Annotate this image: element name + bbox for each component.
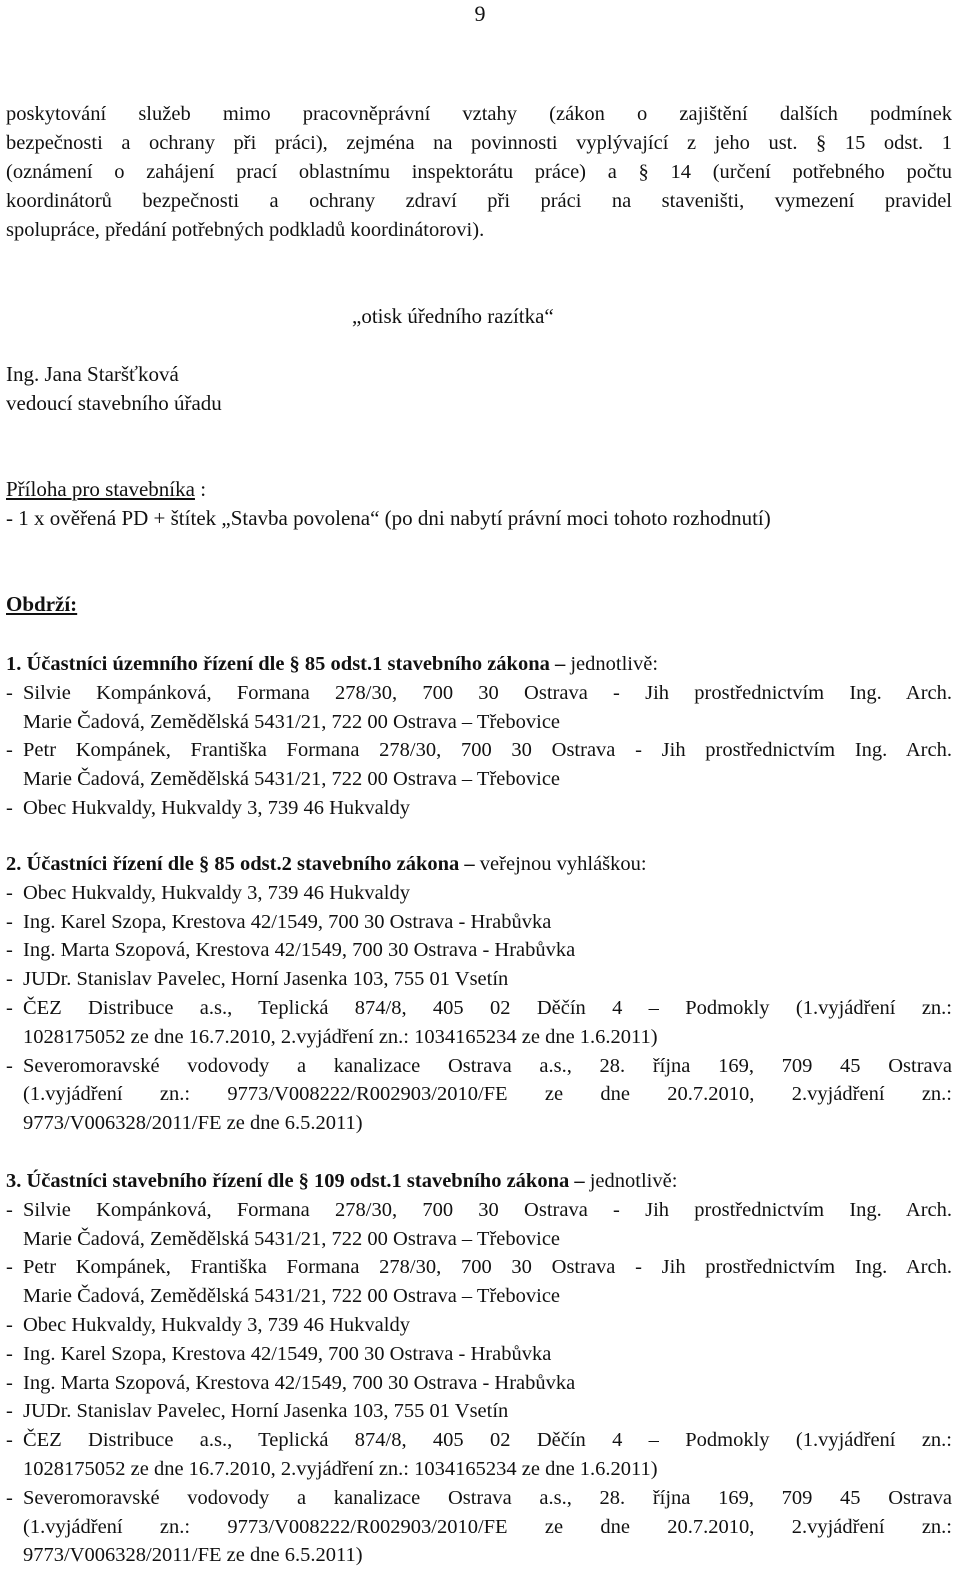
recipient-item	[6, 1426, 952, 1455]
recipient-text: ČEZ Distribuce a.s., Teplická 874/8, 405 02 Děčín 4 – Podmokly (1.vyjádření zn.:	[23, 996, 952, 1019]
recipient-text: Ing. Marta Szopová, Krestova 42/1549, 700 30 Ostrava - Hrabůvka	[23, 1371, 576, 1394]
recipient-text: JUDr. Stanislav Pavelec, Horní Jasenka 103, 755 01 Vsetín	[23, 968, 509, 991]
section-dash: –	[569, 1170, 590, 1192]
list-dash: -	[6, 1371, 13, 1394]
intro-line: bezpečnosti a ochrany při práci), zejména na povinnosti vyplývající z jeho ust. § 15 odst. 1	[6, 132, 952, 154]
recipient-item	[6, 1397, 952, 1426]
recipient-text: Petr Kompánek, Františka Formana 278/30, 700 30 Ostrava - Jih prostřednictvím Ing. Arch.	[23, 1256, 952, 1279]
intro-paragraph	[6, 100, 952, 245]
recipient-text: 9773/V006328/2011/FE ze dne 6.5.2011)	[23, 1544, 363, 1567]
recipient-item	[6, 1369, 952, 1398]
recipient-item	[6, 1052, 952, 1081]
recipient-item	[6, 1196, 952, 1225]
recipient-item	[6, 794, 952, 823]
recipient-text: Obec Hukvaldy, Hukvaldy 3, 739 46 Hukvaldy	[23, 1313, 410, 1336]
recipient-text: Severomoravské vodovody a kanalizace Ostrava a.s., 28. října 169, 709 45 Ostrava	[23, 1486, 952, 1509]
list-dash: -	[6, 796, 13, 819]
attachment-colon: :	[194, 477, 207, 501]
recipient-item	[6, 1311, 952, 1340]
attachment-item: - 1 x ověřená PD + štítek „Stavba povolena“ (po dni nabytí právní moci tohoto rozhodnutí)	[6, 506, 771, 530]
stamp-placeholder: „otisk úředního razítka“	[352, 304, 554, 328]
recipients-heading: Obdrží:	[6, 592, 78, 616]
recipient-item-continuation	[6, 1080, 952, 1109]
list-dash	[6, 1023, 23, 1052]
list-dash: -	[6, 1486, 13, 1509]
recipient-text: Obec Hukvaldy, Hukvaldy 3, 739 46 Hukvaldy	[23, 796, 410, 819]
recipient-item	[6, 936, 952, 965]
list-dash	[6, 1225, 23, 1254]
list-dash	[6, 1109, 23, 1138]
section-title: 1. Účastníci územního řízení dle § 85 odst.1 stavebního zákona	[6, 653, 550, 675]
signature-name: Ing. Jana Staršťková	[6, 362, 179, 386]
recipient-item	[6, 1340, 952, 1369]
intro-line: poskytování služeb mimo pracovněprávní vztahy (zákon o zajištění dalších podmínek	[6, 103, 952, 125]
list-dash: -	[6, 968, 13, 991]
list-dash	[6, 1282, 23, 1311]
list-dash: -	[6, 1256, 13, 1279]
recipient-item	[6, 1253, 952, 1282]
recipient-text: Obec Hukvaldy, Hukvaldy 3, 739 46 Hukvaldy	[23, 881, 410, 904]
section-suffix: jednotlivě:	[589, 1170, 678, 1192]
recipient-section	[6, 650, 952, 823]
recipient-item	[6, 908, 952, 937]
attachment-label: Příloha pro stavebníka	[6, 477, 195, 501]
list-dash: -	[6, 1429, 13, 1452]
list-dash	[6, 1455, 23, 1484]
recipient-text: Marie Čadová, Zemědělská 5431/21, 722 00 Ostrava – Třebovice	[23, 1285, 561, 1308]
recipient-item	[6, 736, 952, 765]
attachment-block	[6, 475, 771, 533]
section-dash: –	[459, 853, 480, 875]
recipient-text: Ing. Karel Szopa, Krestova 42/1549, 700 30 Ostrava - Hrabůvka	[23, 1342, 552, 1365]
section-dash: –	[549, 653, 571, 675]
intro-line: koordinátorů bezpečnosti a ochrany zdraví při práci na staveništi, vymezení pravidel	[6, 190, 952, 212]
list-dash: -	[6, 1054, 13, 1077]
recipient-text: Marie Čadová, Zemědělská 5431/21, 722 00 Ostrava – Třebovice	[23, 768, 561, 791]
recipient-item	[6, 965, 952, 994]
recipient-text: Silvie Kompánková, Formana 278/30, 700 30 Ostrava - Jih prostřednictvím Ing. Arch.	[23, 1198, 952, 1221]
recipient-text: Ing. Karel Szopa, Krestova 42/1549, 700 30 Ostrava - Hrabůvka	[23, 910, 552, 933]
recipient-text: Marie Čadová, Zemědělská 5431/21, 722 00 Ostrava – Třebovice	[23, 1227, 561, 1250]
recipient-text: Marie Čadová, Zemědělská 5431/21, 722 00 Ostrava – Třebovice	[23, 710, 561, 733]
signature-block	[6, 360, 222, 418]
recipient-item-continuation	[6, 1282, 952, 1311]
recipient-item-continuation	[6, 1225, 952, 1254]
recipient-text: Ing. Marta Szopová, Krestova 42/1549, 700 30 Ostrava - Hrabůvka	[23, 939, 576, 962]
recipient-text: JUDr. Stanislav Pavelec, Horní Jasenka 103, 755 01 Vsetín	[23, 1400, 509, 1423]
recipient-text: (1.vyjádření zn.: 9773/V008222/R002903/2010/FE ze dne 20.7.2010, 2.vyjádření zn.:	[23, 1083, 952, 1106]
list-dash	[6, 1513, 23, 1542]
recipient-item-continuation	[6, 1541, 952, 1570]
recipient-item-continuation	[6, 1455, 952, 1484]
recipient-item-continuation	[6, 765, 952, 794]
section-heading	[6, 1167, 952, 1196]
list-dash: -	[6, 1198, 13, 1221]
intro-line: spolupráce, předání potřebných podkladů koordinátorovi).	[6, 219, 485, 241]
section-suffix: veřejnou vyhláškou:	[479, 853, 647, 875]
list-dash	[6, 765, 23, 794]
list-dash: -	[6, 739, 13, 762]
list-dash: -	[6, 910, 13, 933]
list-dash: -	[6, 1313, 13, 1336]
recipient-item	[6, 994, 952, 1023]
recipient-item-continuation	[6, 708, 952, 737]
section-heading	[6, 850, 952, 879]
recipient-text: 9773/V006328/2011/FE ze dne 6.5.2011)	[23, 1112, 363, 1135]
list-dash	[6, 1080, 23, 1109]
intro-line: (oznámení o zahájení prací oblastnímu inspektorátu práce) a § 14 (určení potřebného počtu	[6, 161, 952, 183]
recipient-text: Petr Kompánek, Františka Formana 278/30, 700 30 Ostrava - Jih prostřednictvím Ing. Arch.	[23, 739, 952, 762]
recipient-text: (1.vyjádření zn.: 9773/V008222/R002903/2010/FE ze dne 20.7.2010, 2.vyjádření zn.:	[23, 1515, 952, 1538]
recipient-section	[6, 850, 952, 1138]
list-dash: -	[6, 1400, 13, 1423]
list-dash: -	[6, 881, 13, 904]
recipient-text: 1028175052 ze dne 16.7.2010, 2.vyjádření zn.: 1034165234 ze dne 1.6.2011)	[23, 1025, 658, 1048]
recipient-section	[6, 1167, 952, 1570]
recipient-text: 1028175052 ze dne 16.7.2010, 2.vyjádření zn.: 1034165234 ze dne 1.6.2011)	[23, 1457, 658, 1480]
signature-role: vedoucí stavebního úřadu	[6, 391, 222, 415]
list-dash: -	[6, 681, 13, 704]
section-title: 3. Účastníci stavebního řízení dle § 109 odst.1 stavebního zákona	[6, 1170, 570, 1192]
list-dash: -	[6, 1342, 13, 1365]
recipient-item	[6, 679, 952, 708]
page-number: 9	[474, 1, 486, 26]
recipient-item	[6, 879, 952, 908]
recipient-text: Silvie Kompánková, Formana 278/30, 700 30 Ostrava - Jih prostřednictvím Ing. Arch.	[23, 681, 952, 704]
list-dash: -	[6, 996, 13, 1019]
recipient-text: ČEZ Distribuce a.s., Teplická 874/8, 405 02 Děčín 4 – Podmokly (1.vyjádření zn.:	[23, 1429, 952, 1452]
recipient-text: Severomoravské vodovody a kanalizace Ostrava a.s., 28. října 169, 709 45 Ostrava	[23, 1054, 952, 1077]
section-suffix: jednotlivě:	[570, 653, 659, 675]
recipient-item-continuation	[6, 1109, 952, 1138]
section-title: 2. Účastníci řízení dle § 85 odst.2 stavebního zákona	[6, 853, 460, 875]
list-dash	[6, 708, 23, 737]
recipient-item-continuation	[6, 1513, 952, 1542]
recipient-item-continuation	[6, 1023, 952, 1052]
recipient-item	[6, 1484, 952, 1513]
list-dash: -	[6, 939, 13, 962]
section-heading	[6, 650, 952, 679]
list-dash	[6, 1541, 23, 1570]
